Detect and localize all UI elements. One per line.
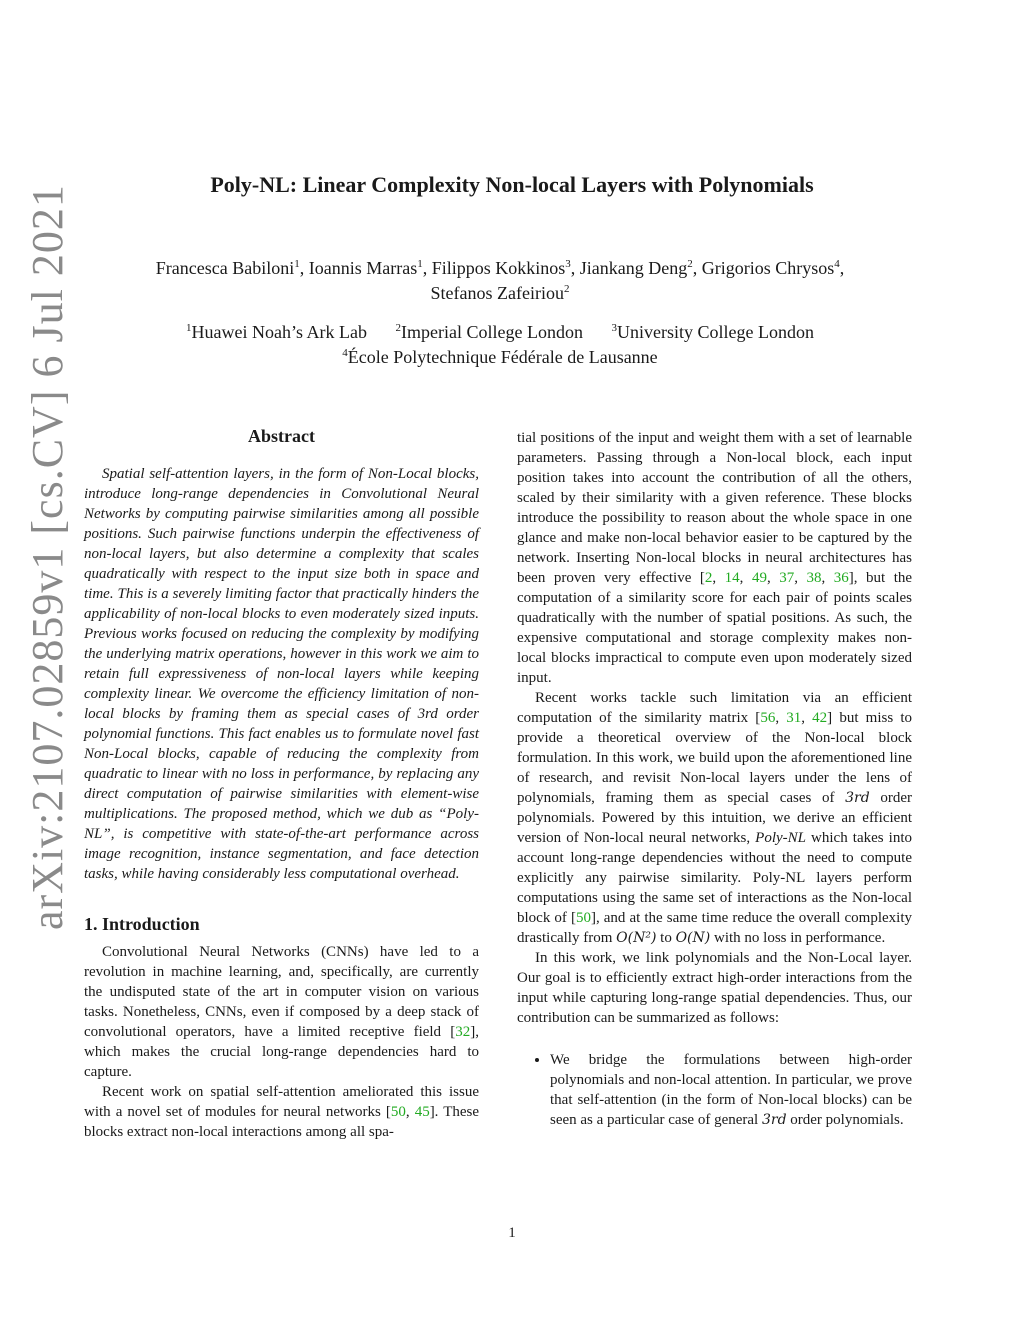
left-column [84, 426, 479, 1142]
intro-paragraph-2: Recent work on spatial self-attention ameliorated this issue with a novel set of modules for neural networks [50, 45]. These blocks extract non-local interactions among all spa- [84, 1084, 480, 1140]
author: Jiankang Deng$^2$, [579, 258, 702, 278]
author: Francesca Babiloni$^1$, [155, 258, 309, 278]
list-item: • We bridge the formulations between high-order polynomials and non-local attention. In particular, we prove that self-attention (in the form of Non-local blocks) can be seen as a particular case of general 3rd order polynomials. [550, 1050, 912, 1130]
arxiv-watermark: arXiv:2107.02859v1 [cs.CV] 6 Jul 2021 [23, 184, 72, 930]
intro-paragraph-2-continued: tial positions of the input and weight them with a set of learnable parameters. Passing through a Non-local block, each input position takes into account the contribution of all the others, scaled by their similarity with a given reference. These blocks introduce the possibility to reason about the whole space in one glance and make non-local behavior easier to be captured by the network. Inserting Non-local blocks in neural architectures has been proven very effective [2, 14, 49, 37, 38, 36], but the computation of a similarity score for each pair of points scales quadratically with the number of spatial positions. As such, the expensive computational and storage complexity makes non-local blocks impractical to compute even upon moderately sized input. [517, 430, 913, 686]
affiliation: $^4$École Polytechnique Fédérale de Lausanne [342, 347, 658, 367]
citation-link[interactable]: 42 [812, 710, 828, 726]
citation-link[interactable]: 49 [751, 570, 767, 586]
citation-link[interactable]: 32 [455, 1024, 471, 1040]
math-quadratic: O(N²) [616, 930, 657, 946]
page-number: 1 [508, 1225, 516, 1241]
math-3rd: 3rd [845, 790, 870, 806]
citation-link[interactable]: 38 [806, 570, 822, 586]
affiliation-list [90, 320, 910, 370]
abstract-heading: Abstract [248, 426, 315, 446]
citation-link[interactable]: 31 [786, 710, 802, 726]
intro-paragraph-3: Recent works tackle such limitation via an efficient computation of the similarity matrix [56, 31, 42] but miss to provide a theoretical overview of the Non-local block formulation. In this work, we build upon the aforementioned line of research, and revisit Non-local layers under the lens of polynomials, framing them as special cases of 3rd order polynomials. Powered by this intuition, we derive an efficient version of Non-local neural networks, Poly-NL which takes into account long-range dependencies without the need to compute explicitly any pairwise similarity. Poly-NL layers perform computations using the same set of interactions as the Non-local block of [50], and at the same time reduce the overall complexity drastically from O(N²) to O(N) with no loss in performance. [517, 690, 913, 946]
author: Stefanos Zafeiriou$^2$ [430, 283, 570, 303]
intro-paragraph-1: Convolutional Neural Networks (CNNs) have led to a revolution in machine learning, and, specifically, are currently the undisputed state of the art in computer vision on various tasks. Nonetheless, CNNs, even if composed by a deep stack of convolutional operators, have a limited receptive field [32], which makes the crucial long-range dependencies hard to capture. [84, 944, 479, 1080]
author: Grigorios Chrysos$^4$, [701, 258, 845, 278]
affiliation: $^1$Huawei Noah’s Ark Lab [186, 322, 368, 342]
method-name: Poly-NL [755, 830, 806, 846]
citation-link[interactable]: 50 [575, 910, 591, 926]
affiliation: $^3$University College London [611, 322, 814, 342]
paper-title: Poly-NL: Linear Complexity Non-local Layers with Polynomials [210, 172, 814, 197]
math-linear: O(N) [675, 930, 711, 946]
citation-link[interactable]: 56 [760, 710, 776, 726]
author-list [90, 256, 910, 306]
author: Ioannis Marras$^1$, [308, 258, 432, 278]
citation-link[interactable]: 36 [833, 570, 849, 586]
author: Filippos Kokkinos$^3$, [431, 258, 580, 278]
contribution-list [517, 1050, 912, 1130]
citation-link[interactable]: 50 [390, 1104, 406, 1120]
affiliation: $^2$Imperial College London [395, 322, 583, 342]
citation-link[interactable]: 45 [414, 1104, 430, 1120]
citation-link[interactable]: 2 [704, 570, 713, 586]
citation-link[interactable]: 14 [724, 570, 740, 586]
math-3rd: 3rd [761, 1112, 787, 1128]
section-heading-introduction: 1. Introduction [84, 914, 200, 934]
citation-link[interactable]: 37 [779, 570, 795, 586]
abstract-text: Spatial self-attention layers, in the form of Non-Local blocks, introduce long-range dependencies in Convolutional Neural Networks by computing pairwise similarities among all possible positions. Such pairwise functions underpin the effectiveness of non-local layers, but also determine a complexity that scales quadratically with respect to the input size both in space and time. This is a severely limiting factor that practically hinders the applicability of non-local blocks to even moderately sized inputs. Previous works focused on reducing the complexity by modifying the underlying matrix operations, however in this work we aim to retain full expressiveness of non-local layers while keeping complexity linear. We overcome the efficiency limitation of non-local blocks by framing them as special cases of 3rd order polynomial functions. This fact enables us to formulate novel fast Non-Local blocks, capable of reducing the complexity from quadratic to linear with no loss in performance, by replacing any direct computation of pairwise similarities with element-wise multiplications. The proposed method, which we dub as “Poly-NL”, is competitive with state-of-the-art performance across image recognition, instance segmentation, and face detection tasks, while having considerably less computational overhead. [84, 466, 479, 882]
right-column [517, 428, 912, 1130]
intro-paragraph-4: In this work, we link polynomials and the Non-Local layer. Our goal is to efficiently extract high-order interactions from the input while capturing long-range spatial dependencies. Thus, our contribution can be summarized as follows: [517, 950, 912, 1026]
